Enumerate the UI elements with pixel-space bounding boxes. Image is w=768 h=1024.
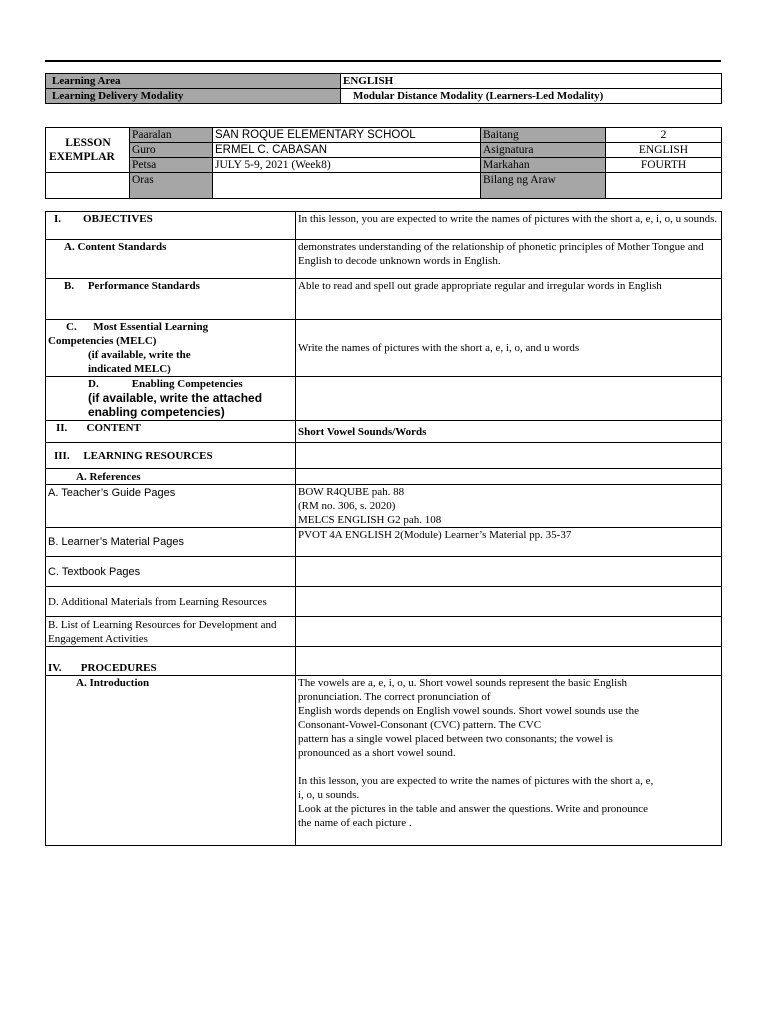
- objectives-label: I. OBJECTIVES: [46, 212, 296, 240]
- content-text: Short Vowel Sounds/Words: [296, 421, 722, 443]
- performance-standards-text: Able to read and spell out grade appropriate regular and irregular words in English: [296, 279, 722, 320]
- intro-p1-line6: pronounced as a short vowel sound.: [298, 747, 456, 759]
- performance-standards-label: B. Performance Standards: [46, 279, 296, 320]
- melc-label: [46, 320, 296, 377]
- enabling-label-line2: (if available, write the attached enabling competencies): [88, 391, 263, 419]
- teachers-guide-label: A. Teacher’s Guide Pages: [46, 485, 296, 528]
- list-resources-text: [296, 617, 722, 647]
- learning-resources-text: [296, 443, 722, 469]
- intro-p1-line2: pronunciation. The correct pronunciation of: [298, 691, 491, 703]
- melc-text: Write the names of pictures with the short a, e, i, o, and u words: [296, 320, 722, 377]
- teacher-value: ERMEL C. CABASAN: [213, 143, 481, 158]
- intro-p1-line5: pattern has a single vowel placed between two consonants; the vowel is: [298, 733, 613, 745]
- teachers-guide-line3: MELCS ENGLISH G2 pah. 108: [298, 514, 442, 526]
- teachers-guide-text: [296, 485, 722, 528]
- content-standards-label: A. Content Standards: [46, 240, 296, 279]
- school-value: SAN ROQUE ELEMENTARY SCHOOL: [213, 128, 481, 143]
- modality-label: Learning Delivery Modality: [46, 89, 341, 104]
- additional-materials-label: D. Additional Materials from Learning Resources: [46, 587, 296, 617]
- quarter-value: FOURTH: [606, 158, 722, 173]
- textbook-text: [296, 557, 722, 587]
- melc-label-line1: C. Most Essential Learning: [66, 321, 209, 333]
- learning-area-value: ENGLISH: [341, 74, 722, 89]
- lesson-table: [45, 211, 722, 846]
- days-value: [606, 173, 722, 199]
- modality-value: Modular Distance Modality (Learners-Led Modality): [341, 89, 722, 104]
- intro-p2-line1: In this lesson, you are expected to write the names of pictures with the short a, e,: [298, 775, 654, 787]
- intro-spacer: [298, 760, 719, 774]
- enabling-label: [46, 377, 296, 421]
- intro-p1-line4: Consonant-Vowel-Consonant (CVC) pattern. The CVC: [298, 719, 542, 731]
- textbook-label: C. Textbook Pages: [46, 557, 296, 587]
- header-table: [45, 73, 722, 104]
- introduction-label: A. Introduction: [46, 676, 296, 846]
- references-text: [296, 469, 722, 485]
- melc-label-line4: indicated MELC): [88, 363, 171, 375]
- time-label: Oras: [130, 173, 213, 199]
- intro-p1-line3: English words depends on English vowel sounds. Short vowel sounds use the: [298, 705, 639, 717]
- subject-label: Asignatura: [481, 143, 606, 158]
- quarter-label: Markahan: [481, 158, 606, 173]
- procedures-text: [296, 647, 722, 676]
- intro-p2-line2: i, o, u sounds.: [298, 789, 360, 801]
- intro-p2-line3: Look at the pictures in the table and answer the questions. Write and pronounce: [298, 803, 649, 815]
- content-label: II. CONTENT: [46, 421, 296, 443]
- grade-value: 2: [606, 128, 722, 143]
- intro-p2-line4: the name of each picture .: [298, 817, 412, 829]
- references-label: A. References: [46, 469, 296, 485]
- introduction-text: [296, 676, 722, 846]
- teacher-label: Guro: [130, 143, 213, 158]
- days-label: Bilang ng Araw: [481, 173, 606, 199]
- intro-p1-line1: The vowels are a, e, i, o, u. Short vowel sounds represent the basic English: [298, 677, 628, 689]
- top-rule: [45, 60, 721, 62]
- school-label: Paaralan: [130, 128, 213, 143]
- list-resources-label: B. List of Learning Resources for Development and Engagement Activities: [46, 617, 296, 647]
- grade-label: Baitang: [481, 128, 606, 143]
- exemplar-title-line1: LESSON: [65, 137, 111, 149]
- exemplar-blank-cell: [46, 173, 130, 199]
- teachers-guide-line1: BOW R4QUBE pah. 88: [298, 486, 405, 498]
- learning-resources-label: III. LEARNING RESOURCES: [46, 443, 296, 469]
- learning-area-label: Learning Area: [46, 74, 341, 89]
- subject-value: ENGLISH: [606, 143, 722, 158]
- exemplar-title-line2: EXEMPLAR: [49, 151, 115, 163]
- melc-label-line3: (if available, write the: [88, 349, 191, 361]
- exemplar-title: [46, 128, 130, 173]
- additional-materials-text: [296, 587, 722, 617]
- learners-material-text: PVOT 4A ENGLISH 2(Module) Learner’s Material pp. 35-37: [296, 528, 722, 557]
- procedures-label: IV. PROCEDURES: [46, 647, 296, 676]
- content-standards-text: demonstrates understanding of the relationship of phonetic principles of Mother Tongue and English to decode unknown words in English.: [296, 240, 722, 279]
- exemplar-table: [45, 127, 722, 199]
- date-value: JULY 5-9, 2021 (Week8): [213, 158, 481, 173]
- enabling-text: [296, 377, 722, 421]
- date-label: Petsa: [130, 158, 213, 173]
- learners-material-label: B. Learner’s Material Pages: [46, 528, 296, 557]
- teachers-guide-line2: (RM no. 306, s. 2020): [298, 500, 396, 512]
- objectives-text: In this lesson, you are expected to write the names of pictures with the short a, e, i, o, u sounds.: [296, 212, 722, 240]
- enabling-label-line1: D. Enabling Competencies: [88, 378, 243, 390]
- time-value: [213, 173, 481, 199]
- melc-label-line2: Competencies (MELC): [48, 335, 157, 347]
